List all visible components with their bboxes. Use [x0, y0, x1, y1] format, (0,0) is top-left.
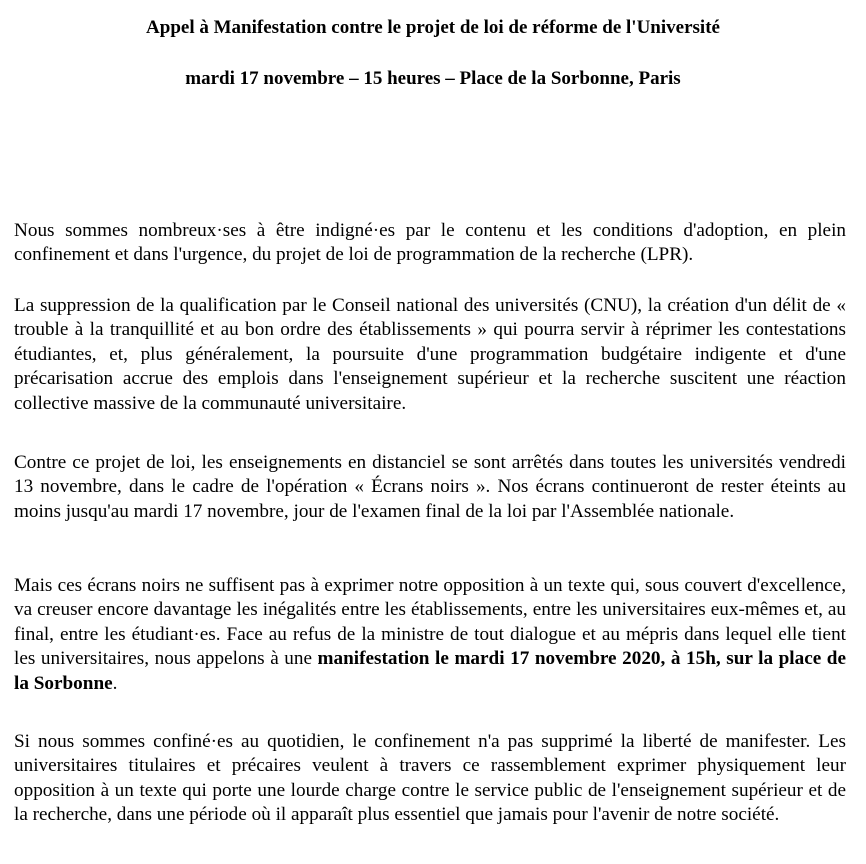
- paragraph-5: Si nous sommes confiné·es au quotidien, le confinement n'a pas supprimé la liberté de manifester. Les universitaires titulaires et précaires veulent à travers ce rassemblement exprimer physiquement leur opposition à un texte qui porte une lourde charge contre le service public de l'enseignement supérieur et de la recherche, dans une période où il apparaît plus essentiel que jamais pour l'avenir de notre société.: [14, 731, 846, 826]
- document-title: Appel à Manifestation contre le projet de loi de réforme de l'Université: [146, 17, 720, 38]
- paragraph-4-lead: Mais ces écrans noirs ne suffisent pas à exprimer notre opposition à un texte qui, sous couvert d'excellence, va creuser encore davantage les inégalités entre les établissements, entre les universitaires eux-mêmes et, au final, entre les étudiant·es. Face au refus de la ministre de tout dialogue et au mépris dans lequel elle tient les universitaires, nous appelons à une: [14, 575, 846, 670]
- paragraph-1: Nous sommes nombreux·ses à être indigné·es par le contenu et les conditions d'adoption, en plein confinement et dans l'urgence, du projet de loi de programmation de la recherche (LPR).: [14, 220, 846, 266]
- paragraph-2: La suppression de la qualification par le Conseil national des universités (CNU), la création d'un délit de « trouble à la tranquillité et au bon ordre des établissements » qui pourra servir à réprimer les contestations étudiantes, et, plus généralement, la poursuite d'une programmation budgétaire indigente et d'une précarisation accrue des emplois dans l'enseignement supérieur et la recherche suscitent une réaction collective massive de la communauté universitaire.: [14, 295, 846, 414]
- paragraph-3: Contre ce projet de loi, les enseignements en distanciel se sont arrêtés dans toutes les universités vendredi 13 novembre, dans le cadre de l'opération « Écrans noirs ». Nos écrans continueront de rester éteints au moins jusqu'au mardi 17 novembre, jour de l'examen final de la loi par l'Assemblée nationale.: [14, 452, 846, 522]
- paragraph-4-tail: .: [112, 672, 118, 694]
- paragraph-4-emphasis: manifestation le mardi 17 novembre 2020, à 15h, sur la place de la Sorbonne: [14, 648, 846, 694]
- paragraph-4: [14, 574, 846, 696]
- document-subtitle: mardi 17 novembre – 15 heures – Place de la Sorbonne, Paris: [185, 68, 681, 89]
